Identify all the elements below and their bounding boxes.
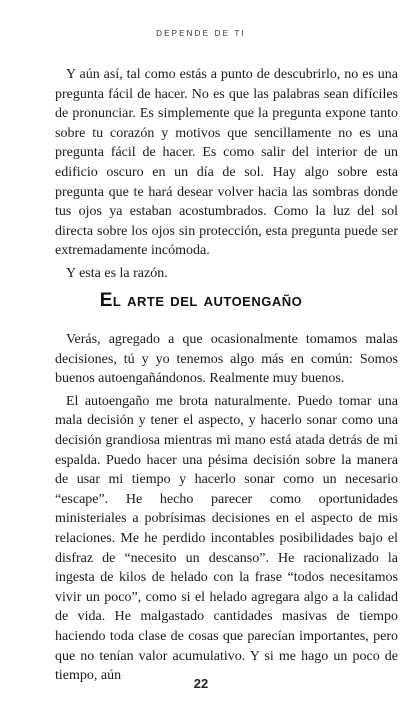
body-text-top bbox=[55, 65, 398, 284]
body-text-bottom bbox=[55, 330, 398, 686]
paragraph-3: Verás, agregado a que ocasionalmente tomamos malas decisiones, tú y yo tenemos algo más en común: Somos buenos autoengañándonos. Realmente muy buenos. bbox=[55, 332, 398, 387]
paragraph-4: El autoengaño me brota naturalmente. Puedo tomar una mala decisión y tener el aspecto, y hacerlo sonar como una decisión grandiosa mientras mi mano está atada detrás de mi espalda. Puedo hacer una pésima decisión sobre la manera de usar mi tiempo y hacerlo sonar como un necesario “escape”. He hecho parecer como oportunidades ministeriales a pobrísimas decisiones en el aspecto de mis relaciones. Me he perdido incontables posibilidades bajo el disfraz de “necesito un descanso”. He racionalizado la ingesta de kilos de helado con la frase “todos necesitamos vivir un poco”, como si el helado agregara algo a la calidad de vida. He malgastado cantidades masivas de tiempo haciendo toda clase de cosas que parecían importantes, pero que no tenían valor acumulativo. Y si me hago un poco de tiempo, aún bbox=[55, 393, 398, 684]
paragraph-1: Y aún así, tal como estás a punto de descubrirlo, no es una pregunta fácil de hacer. No es que las palabras sean difíciles de pronunciar. Es simplemente que la pregunta expone tanto sobre tu corazón y motivos que sencillamente no es una pregunta fácil de hacer. Es como salir del interior de un edificio oscuro en un día de sol. Hay algo sobre esta pregunta que te hará desear volver hacia las sombras donde tus ojos ya estaban acostumbrados. Como la luz del sol directa sobre los ojos sin protección, esta pregunta puede ser extremadamente incómoda. bbox=[55, 67, 398, 259]
paragraph-2: Y esta es la razón. bbox=[66, 265, 168, 281]
running-head: DEPENDE DE TI bbox=[156, 29, 246, 38]
page-number: 22 bbox=[193, 676, 209, 691]
section-title: El arte del autoengaño bbox=[99, 290, 303, 311]
